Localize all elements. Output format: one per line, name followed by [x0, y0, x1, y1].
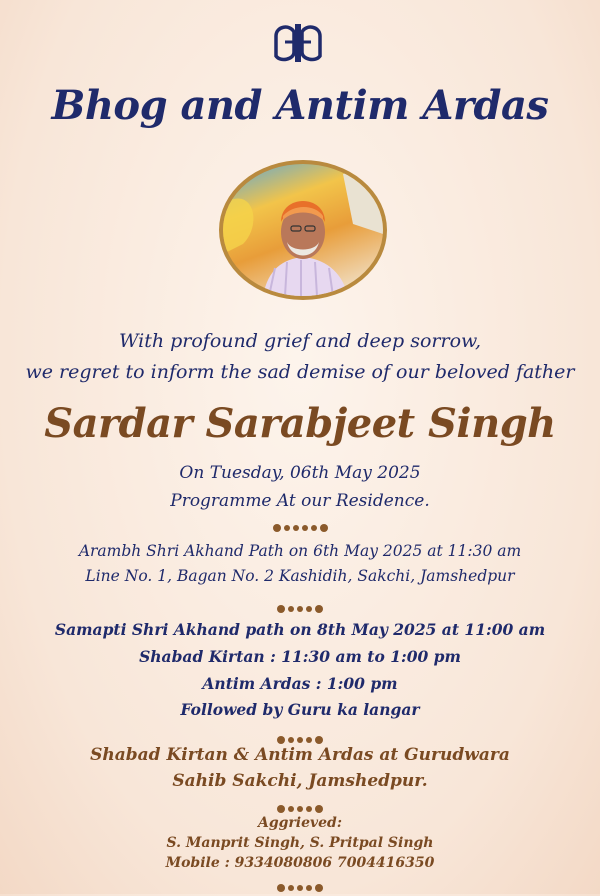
samapti-line-3: Antim Ardas : 1:00 pm	[202, 674, 398, 693]
page-title: Bhog and Antim Ardas	[51, 82, 549, 129]
deceased-name: Sardar Sarabjeet Singh	[44, 400, 556, 447]
date-line: On Tuesday, 06th May 2025	[179, 463, 421, 483]
portrait-photo	[219, 160, 387, 300]
divider-dots	[0, 877, 600, 896]
divider-dots	[0, 598, 600, 617]
intro-line-1: With profound grief and deep sorrow,	[118, 330, 482, 352]
aggrieved-names: S. Manprit Singh, S. Pritpal Singh	[166, 835, 434, 851]
aggrieved-mobile: Mobile : 9334080806 7004416350	[165, 855, 435, 871]
intro-line-2: we regret to inform the sad demise of our beloved father	[25, 361, 575, 383]
divider-dots	[0, 517, 600, 536]
khanda-icon	[270, 22, 326, 64]
gurudwara-line-2: Sahib Sakchi, Jamshedpur.	[172, 771, 428, 791]
gurudwara-line-1: Shabad Kirtan & Antim Ardas at Gurudwara	[90, 745, 510, 765]
arambh-line-1: Arambh Shri Akhand Path on 6th May 2025 at 11:30 am	[78, 542, 522, 560]
arambh-line-2: Line No. 1, Bagan No. 2 Kashidih, Sakchi, Jamshedpur	[85, 567, 515, 585]
person-illustration	[223, 164, 383, 296]
aggrieved-label: Aggrieved:	[257, 815, 343, 831]
samapti-line-1: Samapti Shri Akhand path on 8th May 2025 at 11:00 am	[54, 620, 546, 639]
programme-line: Programme At our Residence.	[170, 491, 430, 511]
samapti-line-4: Followed by Guru ka langar	[180, 700, 420, 719]
samapti-line-2: Shabad Kirtan : 11:30 am to 1:00 pm	[139, 647, 461, 666]
